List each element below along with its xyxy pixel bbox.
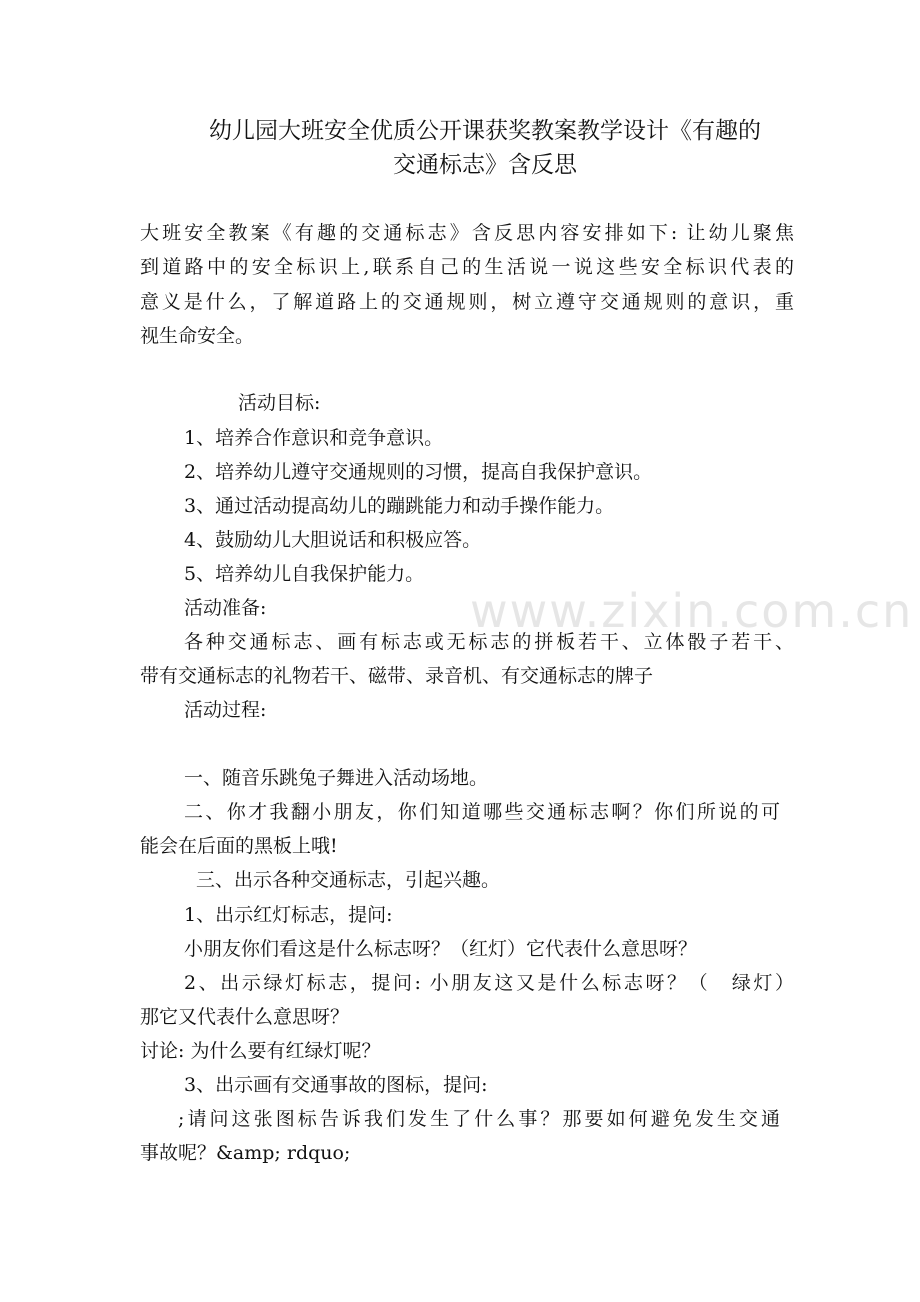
process-step: 3、出示画有交通事故的图标，提问: — [184, 1074, 488, 1096]
goal-item: 1、培养合作意识和竞争意识。 — [184, 427, 444, 449]
intro-line-3: 意义是什么，了解道路上的交通规则，树立遵守交通规则的意识，重 — [140, 291, 794, 313]
process-step: 三、出示各种交通标志，引起兴趣。 — [196, 869, 501, 891]
process-step: ;请问这张图标告诉我们发生了什么事？那要如何避免发生交通 — [178, 1108, 780, 1130]
goal-item: 4、鼓励幼儿大胆说话和积极应答。 — [184, 529, 482, 551]
process-heading: 活动过程: — [184, 699, 267, 721]
intro-line-4: 视生命安全。 — [140, 325, 255, 347]
prep-heading: 活动准备: — [184, 597, 267, 619]
process-step: 二、你才我翻小朋友，你们知道哪些交通标志啊？你们所说的可 — [184, 801, 780, 823]
intro-line-2: 到道路中的安全标识上,联系自己的生活说一说这些安全标识代表的 — [140, 256, 794, 278]
goal-item: 5、培养幼儿自我保护能力。 — [184, 563, 425, 585]
prep-line-1: 各种交通标志、画有标志或无标志的拼板若干、立体骰子若干、 — [184, 631, 794, 653]
process-step: 事故呢？&amp; rdquo; — [140, 1142, 351, 1164]
process-step: 能会在后面的黑板上哦! — [140, 835, 338, 857]
doc-title-line1: 幼儿园大班安全优质公开课获奖教案教学设计《有趣的 — [209, 118, 761, 144]
doc-title-line2: 交通标志》含反思 — [393, 152, 577, 178]
process-step: 那它又代表什么意思呀？ — [140, 1006, 350, 1028]
process-step: 小朋友你们看这是什么标志呀？（红灯）它代表什么意思呀？ — [184, 938, 698, 960]
process-step: 2、出示绿灯标志，提问: 小朋友这又是什么标志呀？（ 绿灯） — [184, 972, 794, 994]
prep-line-2: 带有交通标志的礼物若干、磁带、录音机、有交通标志的牌子 — [140, 665, 654, 687]
process-step: 1、出示红灯标志，提问: — [184, 904, 393, 926]
goal-item: 3、通过活动提高幼儿的蹦跳能力和动手操作能力。 — [184, 495, 615, 517]
watermark: www.zixin.com.cn — [470, 584, 914, 638]
goals-heading: 活动目标: — [238, 392, 321, 414]
process-step: 讨论: 为什么要有红绿灯呢？ — [140, 1040, 381, 1062]
process-step: 一、随音乐跳兔子舞进入活动场地。 — [184, 767, 489, 789]
goal-item: 2、培养幼儿遵守交通规则的习惯，提高自我保护意识。 — [184, 461, 653, 483]
intro-line-1: 大班安全教案《有趣的交通标志》含反思内容安排如下: 让幼儿聚焦 — [140, 222, 794, 244]
